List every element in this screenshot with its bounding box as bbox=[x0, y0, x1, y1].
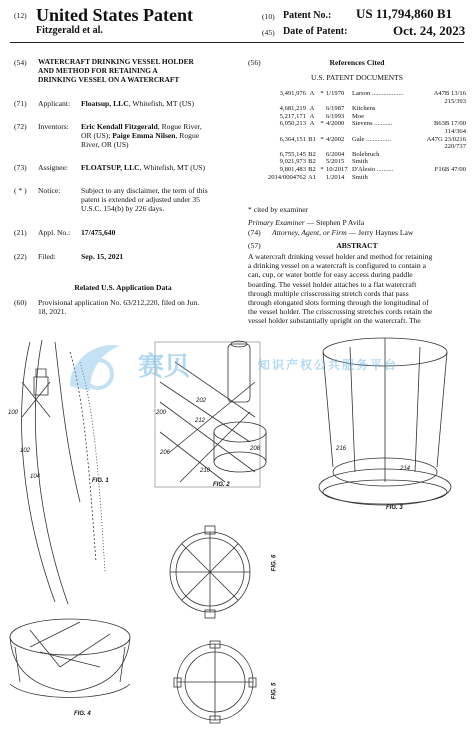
abstract-heading: ABSTRACT bbox=[336, 241, 378, 250]
fig-6-label: FIG. 6 bbox=[271, 554, 278, 572]
fig-2-label: FIG. 2 bbox=[213, 482, 230, 488]
abstract-line: through elongated slots forming through the longitudinal of bbox=[248, 298, 429, 308]
citation-row bbox=[254, 151, 466, 159]
citation-date: 1/2014 bbox=[326, 173, 345, 181]
citation-kind: B2 bbox=[308, 165, 316, 173]
citation-cls: A47B 13/16 bbox=[433, 90, 466, 97]
citation-name bbox=[352, 174, 418, 182]
citation-cls: A47G 23/0216 bbox=[426, 135, 466, 143]
abstract-line: A watercraft drinking vessel holder and method for retaining bbox=[248, 252, 433, 261]
citation-inventor: Smith bbox=[352, 158, 368, 166]
ref-200: 200 bbox=[156, 410, 167, 416]
citation-name bbox=[352, 105, 418, 113]
ref-104: 104 bbox=[30, 474, 41, 480]
citation-star bbox=[318, 158, 326, 166]
references-cited-heading: References Cited bbox=[329, 58, 385, 67]
citation-inventor: Stevens bbox=[352, 120, 373, 128]
ref-102: 102 bbox=[20, 448, 31, 454]
citation-no: 9,801,483 bbox=[279, 165, 306, 173]
citation-name bbox=[352, 151, 418, 159]
citation-kind: B2 bbox=[308, 158, 316, 166]
citation-date: 10/2017 bbox=[326, 165, 348, 173]
notice-line-1: Subject to any disclaimer, the term of this bbox=[81, 186, 208, 195]
fig-4-label: FIG. 4 bbox=[74, 711, 91, 717]
invention-title-line-1: WATERCRAFT DRINKING VESSEL HOLDER bbox=[38, 57, 194, 66]
citation-cls bbox=[418, 113, 466, 121]
citation-no bbox=[254, 143, 306, 151]
citation-kind bbox=[306, 128, 318, 136]
citation-inventor: Bolebruch bbox=[352, 150, 380, 158]
notice-label: Notice: bbox=[38, 186, 61, 195]
citation-date bbox=[326, 143, 352, 151]
code-57: (57) bbox=[248, 241, 261, 250]
citation-name bbox=[352, 143, 418, 151]
inventor-2-state: River, OR (US) bbox=[81, 140, 129, 150]
citation-row bbox=[254, 174, 466, 182]
applicant bbox=[81, 99, 194, 108]
citation-row bbox=[254, 98, 466, 106]
citation-row bbox=[254, 128, 466, 136]
abstract-line: boarding. The vessel holder attaches to a flat watercraft bbox=[248, 279, 417, 289]
code-60: (60) bbox=[14, 298, 27, 307]
citation-inventor: Kitchens bbox=[352, 105, 376, 113]
citation-date: 6/1993 bbox=[326, 112, 345, 120]
figure-5-drawing bbox=[174, 641, 256, 723]
citation-inventor: Moe bbox=[352, 112, 365, 120]
citation-no: 6,050,213 bbox=[279, 120, 306, 128]
ref-216: 216 bbox=[336, 446, 347, 452]
citation-date bbox=[326, 98, 352, 106]
assignee-name: FLOATSUP, LLC bbox=[81, 163, 140, 172]
fig-5-label: FIG. 5 bbox=[271, 682, 278, 700]
citation-no: 2014/0004762 bbox=[267, 173, 306, 181]
code-21: (21) bbox=[14, 228, 27, 237]
citation-date: 4/2000 bbox=[326, 120, 345, 128]
citation-cls bbox=[418, 174, 466, 182]
code-73: (73) bbox=[14, 163, 27, 172]
inventor-2-location: , Rogue bbox=[175, 131, 200, 141]
citation-kind: B2 bbox=[308, 150, 316, 158]
watermark-logo-icon bbox=[60, 336, 130, 396]
patent-no-label: Patent No.: bbox=[283, 10, 332, 21]
citation-no: 4,681,219 bbox=[279, 105, 306, 113]
citation-row bbox=[254, 158, 466, 166]
citation-row bbox=[254, 136, 466, 144]
citation-cls: 215/393 bbox=[444, 97, 466, 105]
header-rule bbox=[10, 42, 464, 43]
invention-title-line-3: DRINKING VESSEL ON A WATERCRAFT bbox=[38, 75, 180, 85]
citation-row bbox=[254, 166, 466, 174]
citation-date: 1/1970 bbox=[326, 90, 345, 97]
abstract-text bbox=[248, 252, 464, 326]
ref-206: 206 bbox=[160, 450, 171, 456]
citation-name bbox=[352, 120, 418, 128]
primary-examiner-name: — Stephen P Avila bbox=[304, 218, 365, 227]
citation-kind: A bbox=[309, 120, 315, 128]
citation-date: 6/2004 bbox=[326, 150, 345, 158]
inventor-1: Eric Kendall Fitzgerald bbox=[81, 122, 158, 131]
citation-no bbox=[254, 128, 306, 136]
citation-cls bbox=[418, 105, 466, 113]
code-72: (72) bbox=[14, 122, 27, 131]
fig-3-label: FIG. 3 bbox=[386, 505, 403, 511]
citation-inventor: Larson bbox=[352, 90, 371, 97]
citation-star bbox=[318, 98, 326, 106]
citation-star: * bbox=[320, 120, 324, 128]
citation-kind: A bbox=[309, 105, 315, 113]
applicant-name: Floatsup, LLC bbox=[81, 99, 129, 108]
filed-date: Sep. 15, 2021 bbox=[81, 252, 124, 261]
fig-1-label: FIG. 1 bbox=[92, 478, 109, 484]
citation-kind bbox=[306, 98, 318, 106]
notice-text bbox=[81, 186, 208, 214]
citation-name bbox=[352, 166, 418, 174]
citation-cls bbox=[418, 151, 466, 159]
inventor-2: Paige Emma Nilsen bbox=[112, 131, 176, 141]
us-patent-documents-heading: U.S. PATENT DOCUMENTS bbox=[311, 73, 403, 82]
invention-title-line-2: AND METHOD FOR RETAINING A bbox=[38, 66, 158, 76]
attorney-name: — Jerry Haynes Law bbox=[346, 228, 414, 237]
citation-leader-dots: ........... bbox=[374, 120, 393, 128]
provisional-line-2: 18, 2021. bbox=[38, 307, 67, 317]
citation-inventor: D'Alesio bbox=[352, 165, 376, 173]
code-10: (10) bbox=[262, 12, 275, 21]
citation-cls: B63B 17/00 bbox=[433, 120, 466, 128]
citation-name bbox=[352, 98, 418, 106]
citation-cls bbox=[418, 158, 466, 166]
citation-date: 6/1987 bbox=[326, 105, 345, 113]
attorney bbox=[272, 228, 413, 237]
ref-214: 214 bbox=[400, 466, 411, 472]
citation-inventor: Gale bbox=[352, 135, 365, 143]
appl-no: 17/475,640 bbox=[81, 228, 116, 237]
citation-row bbox=[254, 105, 466, 113]
code-56: (56) bbox=[248, 58, 261, 67]
abstract-line: the vessel holder. The crisscrossing stretches cords retain the bbox=[248, 307, 433, 317]
code-54: (54) bbox=[14, 58, 27, 67]
citation-star: * bbox=[320, 135, 324, 143]
appl-no-label: Appl. No.: bbox=[38, 228, 71, 237]
citation-star bbox=[318, 113, 326, 121]
abstract-line: through multiple crisscrossing stretch cords that pass bbox=[248, 288, 409, 298]
code-74: (74) bbox=[248, 228, 261, 237]
citation-row bbox=[254, 90, 466, 98]
code-22: (22) bbox=[14, 252, 27, 261]
invention-title bbox=[38, 57, 194, 85]
citation-leader-dots: ............... bbox=[366, 135, 391, 143]
ref-210: 210 bbox=[200, 468, 211, 474]
citation-name bbox=[352, 128, 418, 136]
citation-kind: A1 bbox=[307, 173, 317, 181]
cited-patents-list bbox=[254, 90, 466, 181]
ref-100: 100 bbox=[8, 410, 19, 416]
applicant-location: , Whitefish, MT (US) bbox=[128, 99, 195, 108]
ref-202: 202 bbox=[196, 398, 207, 404]
abstract-line: vessel holder substantially upright on the watercraft. The bbox=[248, 316, 421, 326]
cited-patents-table bbox=[254, 90, 466, 181]
notice-line-2: patent is extended or adjusted under 35 bbox=[81, 195, 200, 205]
citation-row bbox=[254, 113, 466, 121]
citation-no: 9,021,973 bbox=[279, 158, 306, 166]
related-data-heading: Related U.S. Application Data bbox=[74, 283, 172, 292]
code-12: (12) bbox=[14, 11, 27, 20]
watermark-brand: 赛贝 bbox=[138, 351, 191, 381]
citation-name bbox=[352, 113, 418, 121]
citation-row bbox=[254, 143, 466, 151]
patent-type-title: United States Patent bbox=[36, 5, 193, 25]
citation-date: 4/2002 bbox=[326, 135, 345, 143]
assignee bbox=[81, 163, 205, 172]
citation-star bbox=[318, 105, 326, 113]
date-of-patent-label: Date of Patent: bbox=[283, 26, 348, 37]
inventor-1-location: , Rogue River, bbox=[157, 122, 202, 131]
assignee-location: , Whitefish, MT (US) bbox=[139, 163, 205, 172]
citation-cls: 220/737 bbox=[444, 143, 466, 151]
provisional-application bbox=[38, 298, 199, 316]
citation-star bbox=[318, 151, 326, 159]
citation-name bbox=[352, 136, 418, 144]
date-of-patent: Oct. 24, 2023 bbox=[393, 23, 466, 38]
primary-examiner bbox=[248, 218, 364, 227]
citation-leader-dots: .......... bbox=[376, 165, 394, 173]
citation-date: 5/2015 bbox=[326, 158, 345, 166]
filed-label: Filed: bbox=[38, 252, 56, 261]
citation-name bbox=[352, 158, 418, 166]
inventors-short: Fitzgerald et al. bbox=[36, 25, 103, 36]
primary-examiner-label: Primary Examiner bbox=[248, 218, 305, 227]
ref-212: 212 bbox=[195, 418, 206, 424]
citation-kind bbox=[306, 143, 318, 151]
cited-by-examiner: * cited by examiner bbox=[248, 205, 309, 214]
citation-date bbox=[326, 128, 352, 136]
citation-kind: B1 bbox=[308, 135, 316, 143]
citation-no: 6,364,151 bbox=[279, 135, 306, 143]
citation-leader-dots: ................... bbox=[371, 90, 404, 97]
figure-4-drawing bbox=[10, 619, 130, 698]
citation-kind: A bbox=[309, 112, 315, 120]
ref-208: 208 bbox=[250, 446, 261, 452]
inventors bbox=[81, 122, 202, 150]
code-71: (71) bbox=[14, 99, 27, 108]
provisional-line-1: Provisional application No. 63/212,220, filed on Jun. bbox=[38, 298, 200, 307]
inventors-label: Inventors: bbox=[38, 122, 69, 131]
inventor-1-state: OR (US); bbox=[81, 131, 113, 141]
citation-star: * bbox=[320, 90, 324, 97]
applicant-label: Applicant: bbox=[38, 99, 71, 108]
notice-line-3: U.S.C. 154(b) by 226 days. bbox=[81, 204, 165, 214]
figure-6-drawing bbox=[170, 526, 250, 618]
patent-number: US 11,794,860 B1 bbox=[356, 6, 453, 21]
citation-no: 5,217,171 bbox=[279, 112, 306, 120]
citation-inventor: Smith bbox=[352, 173, 368, 181]
abstract-line: a drinking vessel on a watercraft is configured to contain a bbox=[248, 261, 426, 271]
citation-star: * bbox=[320, 165, 324, 173]
citation-kind: A bbox=[309, 90, 315, 97]
watermark-subtitle: 知识产权公共服务平台 bbox=[258, 358, 399, 372]
citation-star bbox=[318, 174, 326, 182]
citation-star bbox=[318, 128, 326, 136]
citation-cls: 114/364 bbox=[444, 127, 466, 135]
code-notice: ( * ) bbox=[14, 186, 27, 195]
abstract-line: can, cup, or water bottle for easy access during paddle bbox=[248, 270, 413, 280]
citation-no: 6,755,145 bbox=[279, 150, 306, 158]
citation-no bbox=[254, 98, 306, 106]
code-45: (45) bbox=[262, 28, 275, 37]
citation-cls: F16B 47/00 bbox=[434, 165, 466, 173]
citation-no: 3,491,976 bbox=[279, 90, 306, 97]
citation-name bbox=[352, 90, 418, 98]
citation-row bbox=[254, 120, 466, 128]
citation-star bbox=[318, 143, 326, 151]
assignee-label: Assignee: bbox=[38, 163, 68, 172]
attorney-label: Attorney, Agent, or Firm bbox=[272, 228, 347, 237]
